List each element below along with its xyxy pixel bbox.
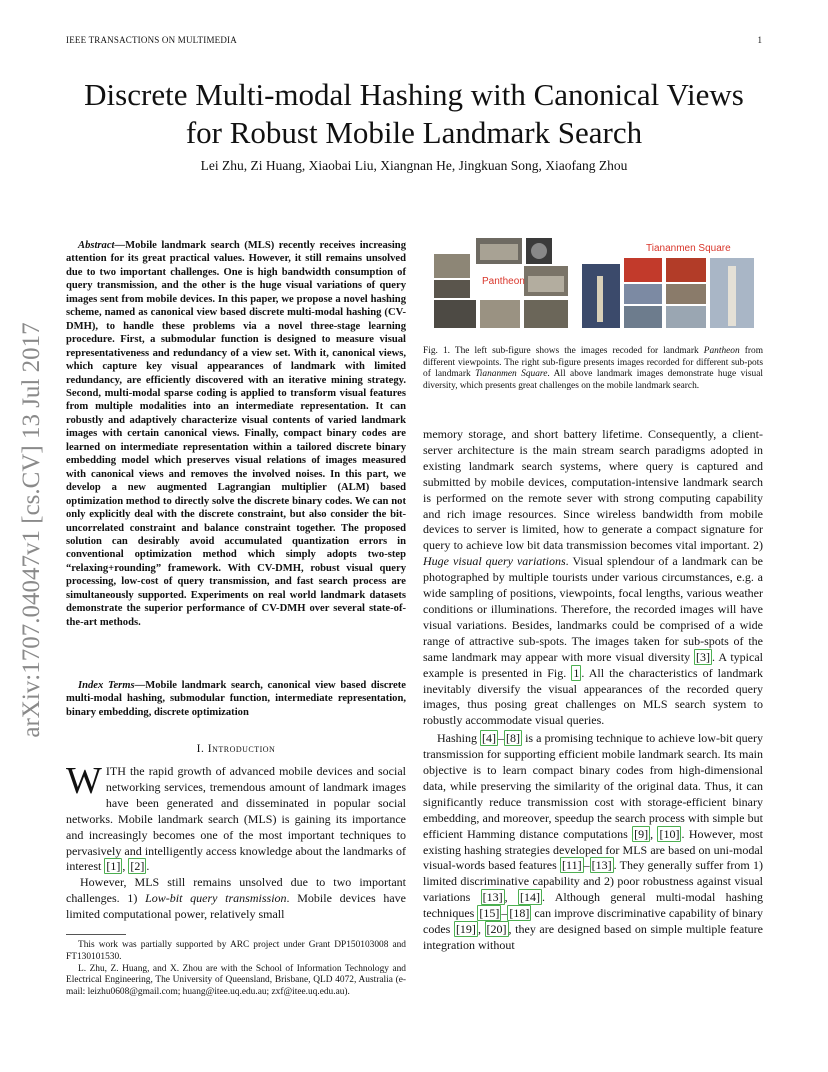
dropcap: W bbox=[66, 760, 102, 802]
section-number: I. bbox=[196, 743, 205, 755]
tiananmen-obelisk bbox=[728, 266, 736, 326]
pantheon-photo bbox=[480, 300, 520, 328]
arxiv-stamp bbox=[12, 300, 52, 760]
dash: – bbox=[501, 906, 508, 921]
section-title: Introduction bbox=[207, 743, 276, 755]
running-head: IEEE TRANSACTIONS ON MULTIMEDIA bbox=[66, 35, 237, 45]
tiananmen-monument bbox=[597, 276, 603, 322]
citation-link[interactable]: [15] bbox=[479, 906, 500, 921]
paragraph-text: Hashing bbox=[437, 731, 481, 746]
abstract bbox=[66, 239, 406, 629]
paragraph-text: . Although general multi-modal hashing techniques bbox=[423, 890, 764, 921]
footnote-affiliation: L. Zhu, Z. Huang, and X. Zhou are with the School of Information Technology and Electrical Engineering, The University of Queensland, Brisbane, QLD 4072, Australia (e-mail: leizhu0608@gmail.com; huang@itee.uq.edu.au; zxf@itee.uq.edu.au). bbox=[66, 963, 406, 998]
dash: – bbox=[583, 858, 590, 873]
tiananmen-photo bbox=[666, 284, 706, 304]
citation-link[interactable]: [13] bbox=[482, 890, 503, 905]
footnotes bbox=[66, 940, 406, 999]
paragraph-text: , they are designed based on simple multiple feature integration without bbox=[423, 922, 763, 952]
citation-link[interactable]: [11] bbox=[562, 858, 582, 873]
citation-link[interactable]: [13] bbox=[591, 858, 612, 873]
tiananmen-photo bbox=[624, 284, 662, 304]
footnote-funding: This work was partially supported by ARC project under Grant DP150103008 and FT130101530. bbox=[66, 940, 406, 962]
paragraph-text: . However, most existing hashing strategies developed for MLS are based on uni-modal visual-words based features bbox=[423, 826, 763, 873]
pantheon-photo-detail bbox=[480, 244, 518, 260]
figure-1 bbox=[432, 236, 758, 332]
pantheon-dome bbox=[531, 243, 547, 259]
page-number: 1 bbox=[757, 35, 762, 45]
pantheon-photo bbox=[434, 300, 476, 328]
paragraph-text: is a promising technique to achieve low-bit query transmission for supporting efficient mobile landmark search. Its main objective is to learn compact binary codes from high-dimensional data, while preserving the similarity of the original data. Thus, it can significantly reduce transmission cost with storage-efficient binary embedding, and moreover, speedup the search process with simple but efficient Hamming distance computations bbox=[423, 731, 763, 841]
figure-link[interactable]: 1 bbox=[573, 665, 580, 680]
dash: – bbox=[498, 731, 505, 746]
citation-link[interactable]: [8] bbox=[506, 731, 521, 746]
citation-link[interactable]: [9] bbox=[634, 826, 649, 841]
citation-link[interactable]: [18] bbox=[509, 906, 530, 921]
citation-link[interactable]: [3] bbox=[696, 649, 711, 664]
figure-label-left: Pantheon bbox=[482, 276, 525, 287]
paragraph-text: memory storage, and short battery lifetime. Consequently, a client-server architecture is the main stream search paradigms adopted in existing landmark search systems, where query is captured and submitted by mobile devices, computation-intensive landmark search is performed on the remote sever with strong computing capability and rich image resources. Since wireless bandwidth from mobile devices to server is limited, how to generate a compact signature for query to achieve low bit data transmission becomes vital important. 2) bbox=[423, 427, 763, 553]
paragraph-text: . They generally suffer from 1) limited discriminative capability and 2) poor robustness against visual variations bbox=[423, 858, 764, 905]
abstract-text: —Mobile landmark search (MLS) recently receives increasing attention for its great practical values. However, it still remains unsolved due to two important challenges. One is high bandwidth consumption of query transmission, and the other is the huge visual variations of query images sent from mobile devices. In this paper, we propose a novel hashing scheme, named as canonical view based discrete multi-modal hashing (CV-DMH), to handle these problems via a novel three-stage learning procedure. First, a submodular function is designed to measure visual representativeness and redundancy of a view set. With it, canonical views, which capture key visual appearances of landmark with limited redundancy, are efficiently discovered with an iterative mining strategy. Second, multi-modal sparse coding is applied to transform visual features from multiple modalities into an intermediate representation. It can robustly and adaptively characterize visual contents of varied landmark images with certain canonical views. Finally, compact binary codes are learned on intermediate representation within a tailored discrete binary embedding model which preserves visual relations of images measured with canonical views and removes the involved noises. In this part, we develop a new augmented Lagrangian multiplier (ALM) based optimization method to directly solve the discrete binary codes. We can not only explicitly deal with the discrete constraint, but also consider the bit-uncorrelated constraint and balance constraint together. The proposed solution can desirably avoid accumulated quantization errors in conventional optimization method which simply adopts two-step “relaxing+rounding” framework. With CV-DMH, robust visual query processing, low-cost of query transmission, and fast search process are simultaneously supported. Experiments on real world landmark datasets demonstrate the superior performance of CV-DMH over several state-of-the-art methods. bbox=[66, 240, 406, 628]
paragraph-text: . All the characteristics of landmark inevitably diversify the visual appearances of the recorded query images, thus posing great challenges on MLS search system to robustly accommodate visual queries. bbox=[423, 665, 763, 728]
caption-text: . All above landmark images demonstrate huge visual diversity, which presents great challenges on the mobile landmark search. bbox=[423, 369, 763, 392]
paragraph-text: can improve discriminative capability of binary codes bbox=[423, 906, 763, 937]
caption-text: from different viewpoints. The right sub-figure presents images recorded for different sub-pots of landmark bbox=[423, 346, 763, 380]
tiananmen-photo bbox=[666, 306, 706, 328]
paragraph-text: . A typical example is presented in Fig. bbox=[423, 649, 763, 680]
tiananmen-photo bbox=[666, 258, 706, 282]
emphasis: Huge visual query variations bbox=[423, 554, 566, 569]
caption-emphasis: Pantheon bbox=[703, 346, 740, 356]
intro-text: WITH the rapid growth of advanced mobile devices and social networking services, tremendous amount of landmark images have been generated and disseminated in popular social networks. Mobile landmark search (MLS) is gaining its importance and increasingly becomes one of the most important techniques to pervasively and intelligently access knowledge about the landmarks of interest [1] , [2] . However, MLS still remains unsolved due to two important challenges. 1) Low-bit query transmission. Mobile devices have limited computational power, relatively small bbox=[66, 760, 406, 922]
pantheon-photo-detail bbox=[528, 276, 564, 292]
citation-link[interactable]: [20] bbox=[486, 922, 507, 937]
figure-label-right: Tiananmen Square bbox=[646, 243, 731, 254]
intro-paragraph-2: However, MLS still remains unsolved due to two important challenges. 1) bbox=[66, 875, 406, 906]
section-heading bbox=[66, 743, 406, 755]
pantheon-photo bbox=[524, 300, 568, 328]
paper-title: Discrete Multi-modal Hashing with Canonical Views for Robust Mobile Landmark Search bbox=[84, 77, 744, 150]
caption-emphasis: Tiananmen Square bbox=[475, 369, 548, 380]
abstract-label: Abstract bbox=[78, 240, 115, 251]
right-column-text: memory storage, and short battery lifetime. Consequently, a client-server architecture is the main stream search paradigms adopted in existing landmark search systems, where query is captured and submitted by mobile devices, computation-intensive landmark search is performed on the remote sever with strong computing capability and rich image resources. Since wireless bandwidth from mobile devices to server is limited, how to generate a compact signature for query to achieve low bit data transmission becomes vital important. 2) Huge visual query variations. Visual splendour of a landmark can be photographed by multiple tourists under various circumstances, e.g. a wide sampling of positions, viewpoints, focal lengths, various weather conditions or illuminations. Therefore, the recorded images will have visual variations. Besides, landmarks could be comprised of a wide range of attractive sub-spots. The images taken for sub-spots of the same landmark may appear with more visual diversity [3] . A typical example is presented in Fig. 1 . All the characteristics of landmark inevitably diversify the visual appearances of the recorded query images, thus posing great challenges on MLS search system to robustly accommodate visual queries. Hashing [4] – [8] is a promising technique to achieve low-bit query transmission for supporting efficient mobile landmark search. Its main objective is to learn compact binary codes from high-dimensional data, while preserving the similarity of the original data. Thus, it can significantly reduce transmission cost with storage-efficient binary embedding, and moreover, speedup the search process with simple but efficient Hamming distance computations [9] , [10] . However, most existing hashing strategies developed for MLS are based on uni-modal visual-words based features [11] – [13] . They generally suffer from 1) limited discriminative capability and 2) poor robustness against visual variations [13] , [14] . Although general multi-modal hashing techniques [15] – [18] can improve discriminative capability of binary codes [19] , [20] , they are designed based on simple multiple feature integration without bbox=[423, 427, 764, 952]
author-list: Lei Zhu, Zi Huang, Xiaobai Liu, Xiangnan He, Jingkuan Song, Xiaofang Zhou bbox=[200, 158, 628, 173]
index-terms-label: Index Terms bbox=[78, 680, 135, 691]
caption-text: Fig. 1. The left sub-figure shows the images recoded for landmark bbox=[423, 346, 704, 356]
index-terms bbox=[66, 679, 406, 719]
index-terms-text: —Mobile landmark search, canonical view based discrete multi-modal hashing, submodular function, intermediate representation, binary embedding, discrete optimization bbox=[66, 680, 406, 718]
figure-1-caption bbox=[423, 346, 763, 393]
citation-link[interactable]: [1] bbox=[106, 859, 121, 874]
tiananmen-photo bbox=[624, 306, 662, 328]
pantheon-photo bbox=[434, 254, 470, 278]
pantheon-photo bbox=[434, 280, 470, 298]
citation-link[interactable]: [19] bbox=[455, 922, 476, 937]
tiananmen-photo bbox=[624, 258, 662, 282]
citation-link[interactable]: [10] bbox=[659, 826, 680, 841]
arxiv-id: arXiv:1707.04047v1 [cs.CV] 13 Jul 2017 bbox=[18, 322, 45, 738]
paragraph-text: . Visual splendour of a landmark can be photographed by multiple tourists under various circumstances, e.g. a wide sampling of positions, viewpoints, focal lengths, various weather conditions or illuminations. Therefore, the recorded images will have visual variations. Besides, landmarks could be comprised of a wide range of attractive sub-spots. The images taken for sub-spots of the same landmark may appear with more visual diversity bbox=[423, 554, 763, 664]
intro-paragraph-1: ITH the rapid growth of advanced mobile devices and social networking services, tremendous amount of landmark images have been generated and disseminated in popular social networks. Mobile landmark search (MLS) is gaining its importance and increasingly becomes one of the most important techniques to pervasively and intelligently access knowledge about the landmarks of interest bbox=[66, 764, 406, 874]
intro-paragraph-2-end: . Mobile devices have limited computational power, relatively small bbox=[66, 891, 406, 922]
citation-link[interactable]: [4] bbox=[482, 731, 497, 746]
emphasis: Low-bit query transmission bbox=[145, 891, 287, 906]
footnote-rule bbox=[66, 934, 126, 935]
citation-link[interactable]: [2] bbox=[130, 859, 145, 874]
citation-link[interactable]: [14] bbox=[520, 890, 541, 905]
